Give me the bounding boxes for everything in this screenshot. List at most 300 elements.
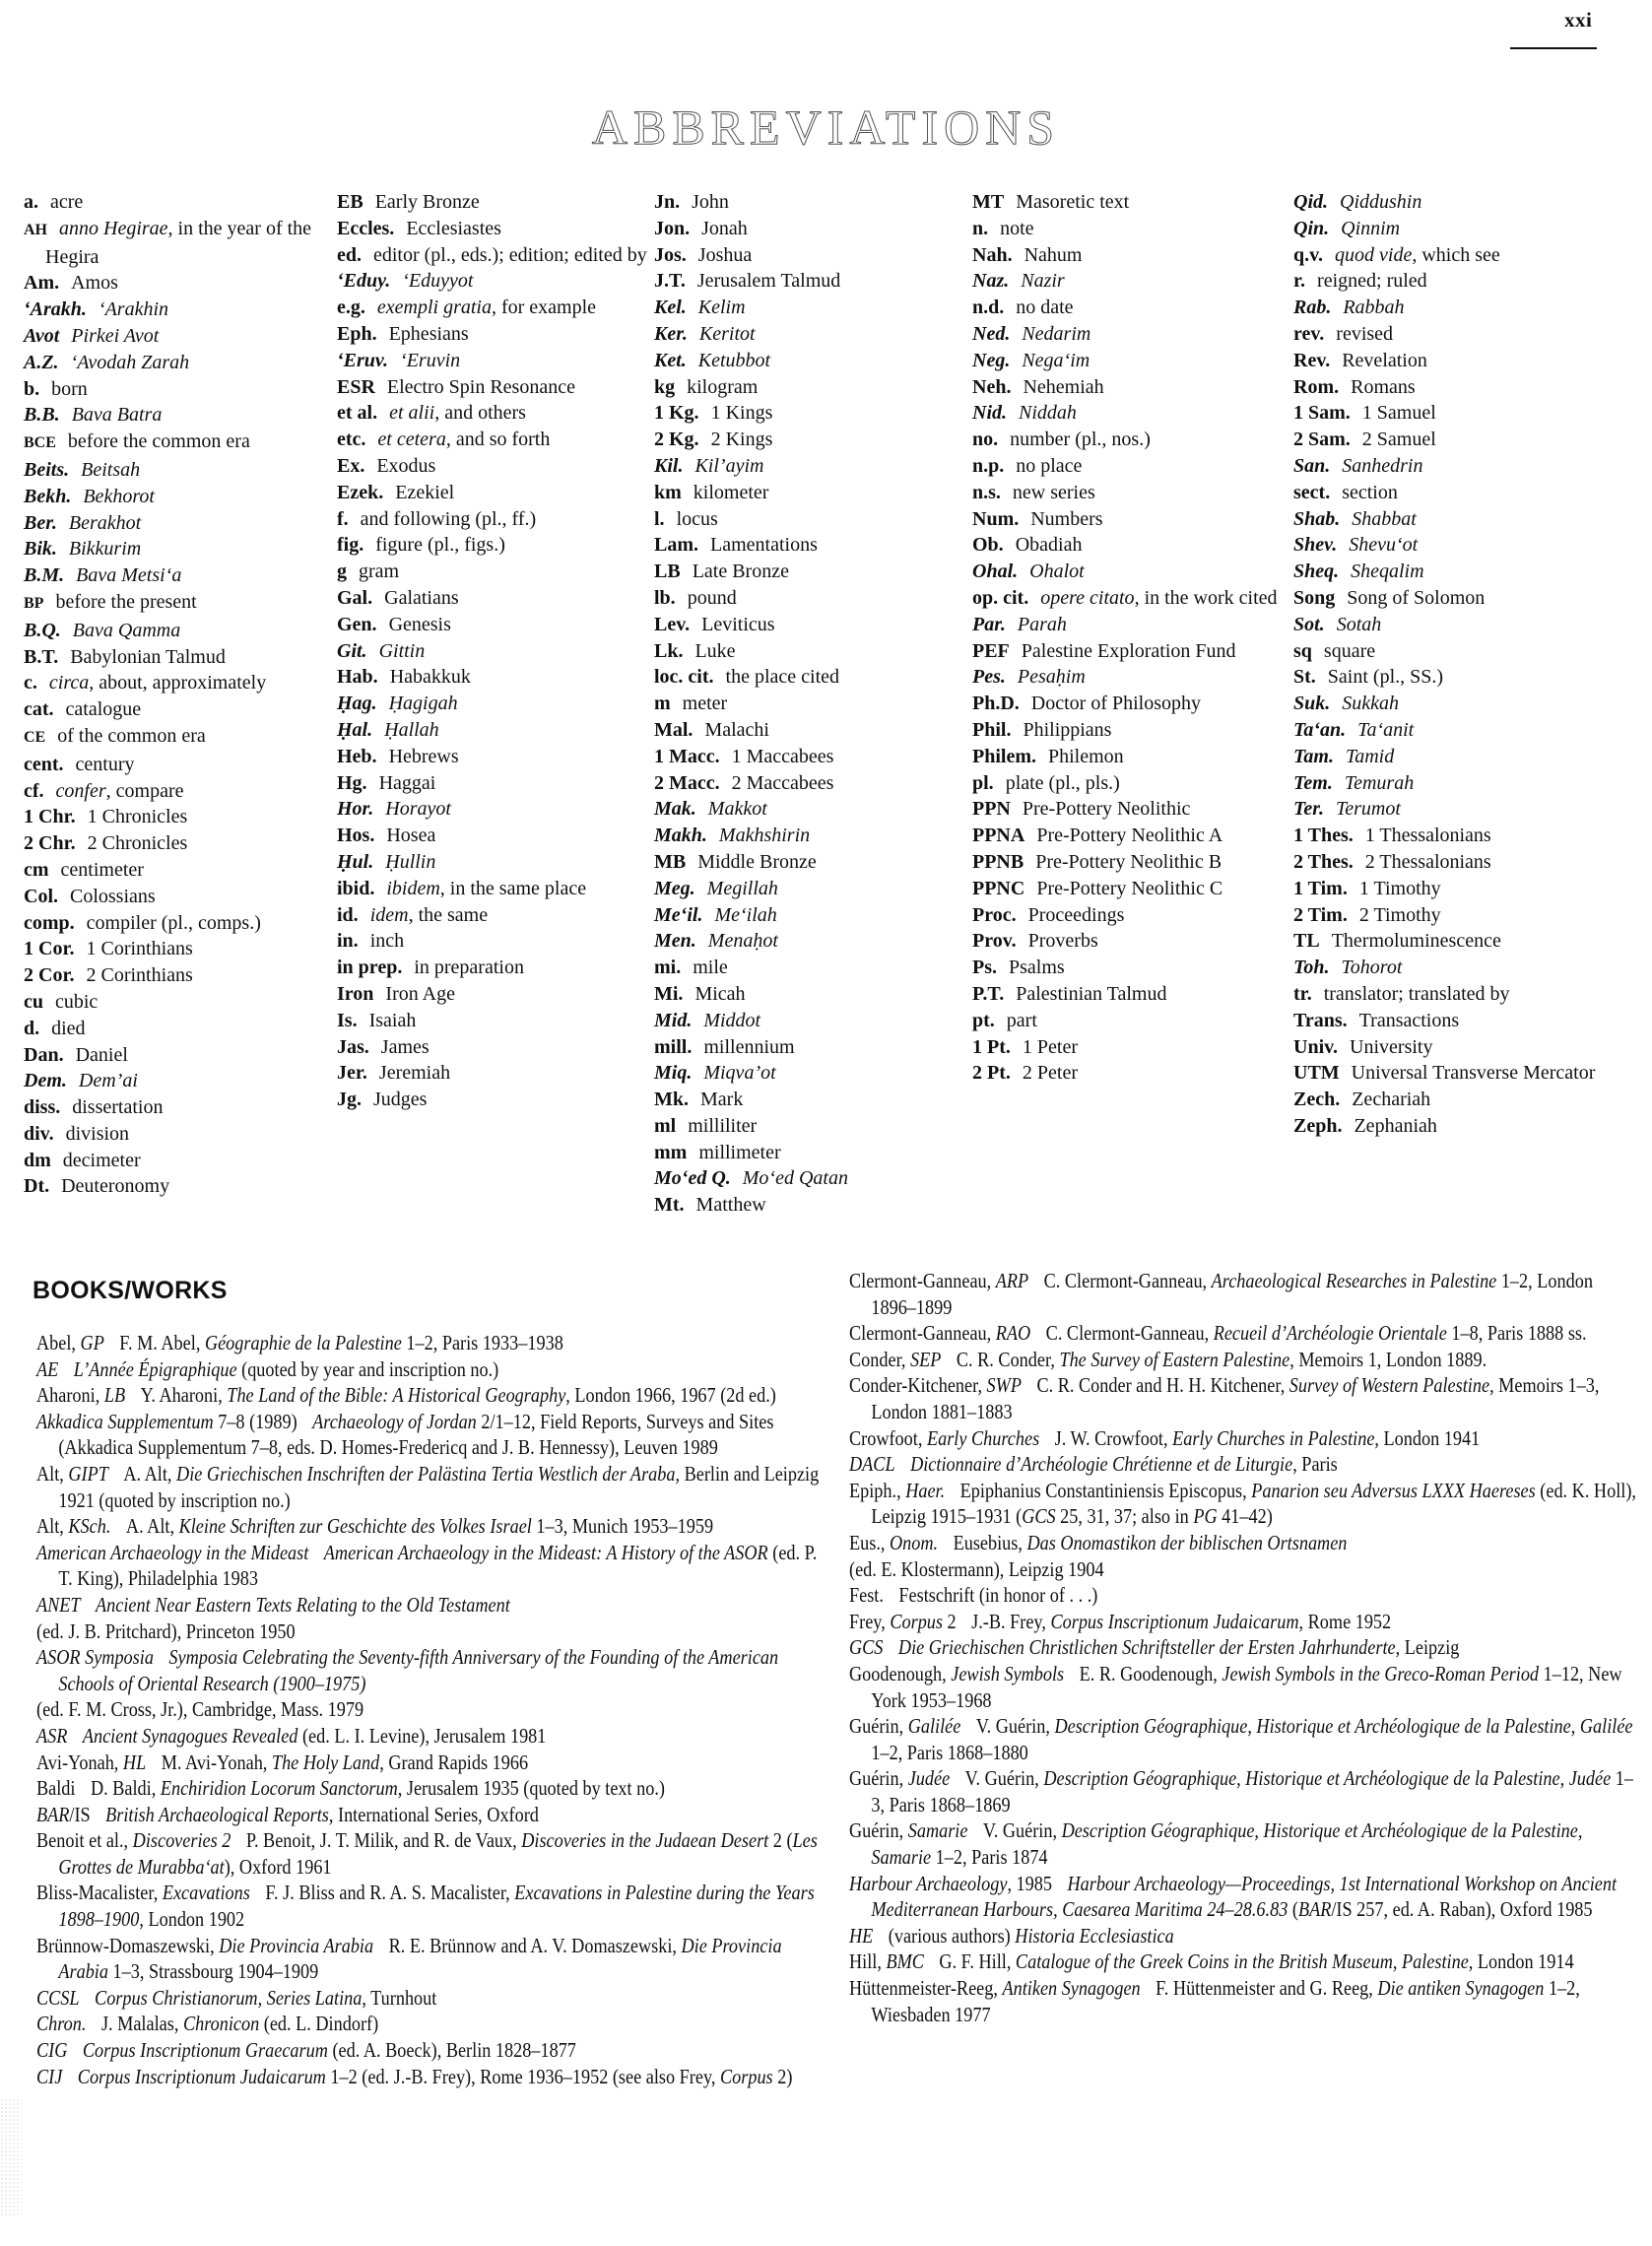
abbreviation-definition: mile bbox=[693, 957, 728, 979]
abbreviation-definition: 2 Timothy bbox=[1358, 903, 1441, 926]
abbreviation-term: Hg. bbox=[337, 771, 367, 794]
bibliography-text: 2 bbox=[943, 1609, 957, 1633]
abbreviation-entry bbox=[654, 612, 969, 638]
abbreviation-term: Lev. bbox=[654, 613, 691, 635]
abbreviation-term: Ḥag. bbox=[337, 693, 377, 715]
abbreviation-definition: 2 Corinthians bbox=[86, 964, 193, 987]
abbreviation-column-5 bbox=[1293, 189, 1628, 1140]
abbreviation-definition: 2 Maccabees bbox=[731, 771, 834, 794]
abbreviation-definition: Sukkah bbox=[1342, 693, 1400, 715]
abbreviation-entry bbox=[1293, 770, 1628, 797]
abbreviation-definition: Kelim bbox=[697, 297, 746, 319]
abbreviation-entry bbox=[24, 752, 334, 778]
bibliography-text: 2) bbox=[772, 2064, 793, 2088]
bibliography-text: Jewish Symbols in the Greco-Roman Period bbox=[1222, 1661, 1540, 1685]
bibliography-entry bbox=[36, 1775, 829, 1802]
abbreviation-term: Toh. bbox=[1293, 957, 1330, 979]
abbreviation-definition: millimeter bbox=[698, 1141, 781, 1163]
abbreviation-definition: Numbers bbox=[1030, 507, 1103, 530]
abbreviation-entry bbox=[972, 955, 1289, 981]
abbreviation-term: Gen. bbox=[337, 613, 377, 635]
abbreviation-definition: 1 Chronicles bbox=[87, 806, 188, 828]
bibliography-text: M. Avi-Yonah, bbox=[161, 1750, 272, 1774]
abbreviation-entry bbox=[1293, 242, 1628, 269]
bibliography-text: Conder, bbox=[849, 1347, 911, 1371]
bibliography-text: Corpus Inscriptionum Graecarum bbox=[82, 2038, 328, 2063]
bibliography-text: ANET bbox=[36, 1592, 81, 1617]
abbreviation-term: 1 Macc. bbox=[654, 745, 720, 767]
abbreviation-definition: Shevu‘ot bbox=[1349, 534, 1419, 557]
bibliography-text: Description Géographique, Historique et Archéologique de la Palestine, Samarie bbox=[871, 1818, 1583, 1870]
bibliography-text: Corpus bbox=[719, 2064, 773, 2088]
abbreviation-entry bbox=[337, 532, 647, 559]
bibliography-text: F. M. Abel, bbox=[119, 1331, 205, 1354]
abbreviation-entry bbox=[24, 536, 334, 562]
bibliography-text: Chronicon bbox=[182, 2012, 260, 2036]
abbreviation-entry bbox=[1293, 823, 1628, 849]
abbreviation-definition: Pre-Pottery Neolithic C bbox=[1036, 877, 1223, 899]
bibliography-text: L’Année Épigraphique bbox=[73, 1356, 237, 1381]
bibliography-text: V. Guérin, bbox=[975, 1714, 1055, 1739]
bibliography-text: 1–2, Paris 1868–1880 bbox=[871, 1740, 1028, 1764]
bibliography-text: , Leipzig bbox=[1395, 1635, 1460, 1660]
abbreviation-definition: before the common era bbox=[67, 430, 250, 453]
bibliography-entry bbox=[36, 1356, 829, 1383]
abbreviation-definition: Megillah bbox=[706, 877, 778, 899]
abbreviation-entry bbox=[337, 770, 647, 797]
abbreviation-entry bbox=[1293, 717, 1628, 744]
abbreviation-term: Shab. bbox=[1293, 507, 1341, 530]
bibliography-text: Guérin, bbox=[849, 1714, 908, 1739]
abbreviation-entry bbox=[654, 506, 969, 533]
abbreviation-term: Trans. bbox=[1293, 1009, 1348, 1031]
abbreviation-term: Pes. bbox=[972, 666, 1006, 689]
bibliography-text: Die Griechischen Christlichen Schriftsteller der Ersten Jahrhunderte bbox=[897, 1635, 1396, 1660]
abbreviation-entry bbox=[654, 638, 969, 665]
abbreviation-definition: before the present bbox=[55, 590, 197, 613]
abbreviation-definition: Gittin bbox=[378, 639, 426, 662]
abbreviation-term: ‘Eduy. bbox=[337, 270, 391, 293]
abbreviation-entry bbox=[24, 1148, 334, 1174]
abbreviation-definition: Bava Batra bbox=[71, 404, 163, 427]
abbreviation-term: Mk. bbox=[654, 1089, 689, 1111]
abbreviation-entry bbox=[654, 374, 969, 401]
abbreviation-definition: Nedarim bbox=[1022, 322, 1091, 345]
abbreviation-entry bbox=[1293, 849, 1628, 876]
bibliography-text: Jewish Symbols bbox=[951, 1661, 1065, 1685]
books-column-right bbox=[849, 1268, 1642, 2027]
bibliography-text: Die antiken Synagogen bbox=[1377, 1976, 1545, 2001]
abbreviation-definition: et cetera bbox=[377, 429, 446, 451]
abbreviation-term: r. bbox=[1293, 270, 1306, 293]
abbreviation-entry bbox=[24, 189, 334, 216]
abbreviation-term: Sot. bbox=[1293, 613, 1325, 635]
bibliography-text: Akkadica Supplementum bbox=[36, 1409, 214, 1433]
abbreviation-term: Git. bbox=[337, 639, 367, 662]
abbreviation-entry bbox=[654, 744, 969, 770]
abbreviation-definition: the place cited bbox=[725, 666, 840, 689]
bibliography-text: DACL bbox=[849, 1452, 895, 1477]
abbreviation-column-4 bbox=[972, 189, 1289, 1087]
abbreviation-term: 2 Sam. bbox=[1293, 429, 1351, 451]
abbreviation-term: PPN bbox=[972, 798, 1011, 821]
abbreviation-definition: milliliter bbox=[688, 1114, 758, 1137]
abbreviation-term: g bbox=[337, 561, 347, 583]
abbreviation-definition: Babylonian Talmud bbox=[70, 645, 226, 668]
abbreviation-entry bbox=[337, 612, 647, 638]
abbreviation-definition: 1 Thessalonians bbox=[1364, 825, 1491, 847]
bibliography-text: CIG bbox=[36, 2038, 68, 2063]
abbreviation-definition: Jerusalem Talmud bbox=[696, 270, 841, 293]
abbreviation-entry bbox=[24, 1121, 334, 1148]
abbreviation-entry bbox=[654, 1192, 969, 1219]
abbreviation-term: 2 Cor. bbox=[24, 964, 75, 987]
bibliography-text: (various authors) bbox=[888, 1923, 1016, 1948]
abbreviation-term: Ḥul. bbox=[337, 850, 374, 873]
bibliography-text: Haer. bbox=[905, 1478, 946, 1502]
abbreviation-term: Ta‘an. bbox=[1293, 718, 1347, 741]
abbreviation-entry bbox=[972, 638, 1289, 665]
abbreviation-term: tr. bbox=[1293, 982, 1312, 1005]
bibliography-text: Samarie bbox=[907, 1818, 968, 1843]
abbreviation-definition: circa bbox=[48, 672, 90, 694]
bibliography-text: A. Alt, bbox=[123, 1461, 177, 1486]
abbreviation-definition: Matthew bbox=[695, 1194, 766, 1217]
abbreviation-term: cm bbox=[24, 858, 49, 881]
abbreviation-term: l. bbox=[654, 507, 665, 530]
bibliography-text: (quoted by year and inscription no.) bbox=[236, 1356, 499, 1381]
abbreviation-term: Jas. bbox=[337, 1035, 369, 1058]
abbreviation-definition: Qiddushin bbox=[1340, 191, 1422, 213]
abbreviation-entry bbox=[1293, 612, 1628, 638]
abbreviation-term: Shev. bbox=[1293, 534, 1338, 557]
abbreviation-term: c. bbox=[24, 672, 37, 694]
abbreviation-definition: Bekhorot bbox=[83, 485, 155, 507]
abbreviation-term: MT bbox=[972, 191, 1005, 213]
abbreviation-definition: 2 Peter bbox=[1022, 1062, 1078, 1085]
abbreviation-column-2 bbox=[337, 189, 647, 1113]
abbreviation-definition: Universal Transverse Mercator bbox=[1351, 1062, 1596, 1085]
abbreviation-definition: Makkot bbox=[707, 798, 767, 821]
abbreviation-definition: locus bbox=[676, 507, 718, 530]
abbreviation-term: BP bbox=[24, 594, 44, 612]
bibliography-text: J.-B. Frey, bbox=[971, 1609, 1051, 1633]
books-column-left bbox=[36, 1330, 829, 2089]
abbreviation-entry bbox=[337, 400, 647, 427]
abbreviation-term: n.s. bbox=[972, 481, 1001, 503]
abbreviation-entry bbox=[1293, 532, 1628, 559]
abbreviation-definition: Pre-Pottery Neolithic B bbox=[1035, 850, 1222, 873]
abbreviation-entry bbox=[337, 268, 647, 295]
bibliography-text: 1–8, Paris 1888 ss. bbox=[1446, 1321, 1587, 1346]
bibliography-text: 7–8 (1989) bbox=[213, 1409, 297, 1433]
abbreviation-definition: in preparation bbox=[414, 957, 524, 979]
abbreviation-entry bbox=[1293, 506, 1628, 533]
abbreviation-entry bbox=[1293, 1113, 1628, 1140]
bibliography-text: Eusebius, bbox=[953, 1530, 1027, 1554]
abbreviation-entry bbox=[24, 804, 334, 830]
abbreviation-term: Men. bbox=[654, 930, 696, 953]
abbreviation-definition: Habakkuk bbox=[389, 666, 471, 689]
bibliography-entry bbox=[849, 1765, 1642, 1817]
abbreviation-entry bbox=[1293, 453, 1628, 480]
abbreviation-entry bbox=[337, 981, 647, 1008]
bibliography-text: Panarion seu Adversus LXXX Haereses bbox=[1251, 1478, 1536, 1502]
abbreviation-entry bbox=[24, 457, 334, 484]
abbreviation-term: cf. bbox=[24, 779, 44, 802]
abbreviation-entry bbox=[1293, 902, 1628, 929]
abbreviation-definition: part bbox=[1006, 1009, 1037, 1031]
abbreviation-term: Phil. bbox=[972, 718, 1012, 741]
abbreviation-definition: Tohorot bbox=[1341, 957, 1403, 979]
abbreviation-entry bbox=[24, 323, 334, 350]
abbreviation-term: etc. bbox=[337, 429, 366, 451]
abbreviation-definition: Shabbat bbox=[1352, 507, 1417, 530]
bibliography-text: Hüttenmeister-Reeg, bbox=[849, 1976, 1003, 2001]
abbreviation-definition: Lamentations bbox=[710, 534, 818, 557]
abbreviation-definition: anno Hegirae bbox=[59, 217, 168, 239]
abbreviation-entry bbox=[1293, 664, 1628, 691]
abbreviation-term: ml bbox=[654, 1114, 677, 1137]
abbreviation-term: Lk. bbox=[654, 639, 684, 662]
abbreviation-entry bbox=[337, 638, 647, 665]
abbreviation-term: Gal. bbox=[337, 586, 373, 609]
abbreviation-entry bbox=[972, 1060, 1289, 1087]
abbreviation-entry bbox=[654, 1034, 969, 1061]
abbreviation-definition: Leviticus bbox=[701, 613, 775, 635]
abbreviation-entry bbox=[654, 955, 969, 981]
abbreviation-term: St. bbox=[1293, 666, 1316, 689]
abbreviation-term: Neg. bbox=[972, 349, 1011, 371]
bibliography-entry bbox=[36, 1592, 829, 1618]
abbreviation-entry bbox=[24, 270, 334, 297]
abbreviation-term: Dem. bbox=[24, 1070, 67, 1092]
abbreviation-term: ed. bbox=[337, 243, 362, 266]
bibliography-text: Das Onomastikon der biblischen Ortsnamen bbox=[1026, 1530, 1348, 1554]
abbreviation-term: PPNC bbox=[972, 877, 1025, 899]
abbreviation-term: Mt. bbox=[654, 1194, 685, 1217]
abbreviation-definition: Transactions bbox=[1358, 1009, 1460, 1031]
abbreviation-term: lb. bbox=[654, 586, 676, 609]
abbreviation-entry bbox=[972, 585, 1289, 612]
abbreviation-term: Proc. bbox=[972, 903, 1017, 926]
abbreviation-entry bbox=[654, 348, 969, 374]
abbreviation-term: Jer. bbox=[337, 1062, 367, 1085]
bibliography-text: 2/1–12, Field Reports, Surveys and Sites (Akkadica Supplementum 7–8, eds. D. Homes-Fredericq and J. B. Hennessy), Leuven 1989 bbox=[58, 1409, 774, 1460]
abbreviation-entry bbox=[654, 453, 969, 480]
abbreviation-term: Is. bbox=[337, 1009, 358, 1031]
abbreviation-entry bbox=[337, 796, 647, 823]
abbreviation-definition: translator; translated by bbox=[1323, 982, 1510, 1005]
abbreviation-definition: Zechariah bbox=[1352, 1089, 1431, 1111]
abbreviation-entry bbox=[1293, 374, 1628, 401]
abbreviation-term: rev. bbox=[1293, 322, 1325, 345]
abbreviation-term: d. bbox=[24, 1017, 40, 1039]
bibliography-entry bbox=[849, 1451, 1642, 1478]
abbreviation-entry bbox=[1293, 480, 1628, 506]
abbreviation-term: ibid. bbox=[337, 877, 375, 899]
abbreviation-definition: Saint (pl., SS.) bbox=[1327, 666, 1444, 689]
abbreviation-entry bbox=[972, 691, 1289, 717]
bibliography-text: 1–2, London 1896–1899 bbox=[871, 1269, 1593, 1319]
abbreviation-term: a. bbox=[24, 191, 38, 213]
page-number: xxi bbox=[1564, 8, 1593, 32]
abbreviation-definition: died bbox=[51, 1017, 86, 1039]
abbreviation-term: Mo‘ed Q. bbox=[654, 1167, 731, 1190]
bibliography-text: , International Series, Oxford bbox=[328, 1802, 539, 1826]
abbreviation-definition: of the common era bbox=[57, 724, 206, 747]
abbreviation-term: Ker. bbox=[654, 322, 688, 345]
bibliography-text: , Rome 1952 bbox=[1298, 1609, 1392, 1633]
abbreviation-term: MB bbox=[654, 850, 687, 873]
abbreviation-term: Ter. bbox=[1293, 798, 1324, 821]
bibliography-text: A. Alt, bbox=[125, 1514, 179, 1539]
abbreviation-term: pt. bbox=[972, 1009, 995, 1031]
bibliography-text: , London 1941 bbox=[1374, 1425, 1481, 1450]
bibliography-text: Corpus Inscriptionum Judaicarum bbox=[1050, 1609, 1299, 1633]
abbreviation-definition: Ḥallah bbox=[384, 718, 439, 741]
abbreviation-entry bbox=[24, 884, 334, 910]
abbreviation-entry bbox=[24, 216, 334, 271]
bibliography-text: Goodenough, bbox=[849, 1661, 952, 1685]
bibliography-text: 1–3, Munich 1953–1959 bbox=[531, 1514, 714, 1539]
abbreviation-entry bbox=[972, 189, 1289, 216]
bibliography-text: Benoit et al., bbox=[36, 1828, 133, 1853]
abbreviation-definition: , the same bbox=[408, 903, 489, 926]
abbreviation-definition: no date bbox=[1016, 297, 1074, 319]
abbreviation-entry bbox=[337, 1087, 647, 1113]
abbreviation-definition: Philippians bbox=[1023, 718, 1112, 741]
abbreviation-definition: Jonah bbox=[701, 217, 748, 239]
bibliography-entry bbox=[849, 1871, 1642, 1923]
bibliography-text: American Archaeology in the Mideast bbox=[36, 1540, 309, 1564]
abbreviation-definition: decimeter bbox=[62, 1149, 141, 1171]
bibliography-text: Abel, bbox=[36, 1331, 81, 1354]
abbreviation-entry bbox=[337, 1034, 647, 1061]
bibliography-text: British Archaeological Reports bbox=[105, 1802, 329, 1826]
abbreviation-definition: 2 Thessalonians bbox=[1364, 850, 1491, 873]
abbreviation-term: id. bbox=[337, 903, 359, 926]
bibliography-text: Ancient Near Eastern Texts Relating to the Old Testament bbox=[96, 1592, 510, 1617]
bibliography-text: Clermont-Ganneau, bbox=[849, 1269, 996, 1292]
bibliography-text: Crowfoot, bbox=[849, 1425, 927, 1450]
bibliography-entry bbox=[849, 1347, 1642, 1373]
bibliography-text: Die Griechischen Inschriften der Palästina Tertia Westlich der Araba bbox=[176, 1461, 676, 1486]
abbreviation-term: Mid. bbox=[654, 1009, 693, 1031]
abbreviation-entry bbox=[972, 876, 1289, 902]
bibliography-text: Conder-Kitchener, bbox=[849, 1373, 987, 1398]
bibliography-text: HE bbox=[849, 1923, 874, 1948]
bibliography-entry bbox=[849, 1949, 1642, 1975]
abbreviation-entry bbox=[24, 696, 334, 723]
bibliography-text: Guérin, bbox=[849, 1818, 908, 1843]
abbreviation-entry bbox=[1293, 268, 1628, 295]
bibliography-text: (ed. A. Boeck), Berlin 1828–1877 bbox=[327, 2038, 576, 2063]
abbreviation-definition: ‘Arakhin bbox=[98, 298, 168, 321]
abbreviation-definition: dissertation bbox=[72, 1096, 164, 1119]
abbreviation-term: cent. bbox=[24, 753, 64, 775]
abbreviation-definition: John bbox=[692, 191, 729, 213]
bibliography-text: (ed. J. B. Pritchard), Princeton 1950 bbox=[36, 1618, 296, 1643]
abbreviation-entry bbox=[1293, 216, 1628, 242]
bibliography-text: , Turnhout bbox=[362, 1985, 437, 2010]
abbreviation-entry bbox=[24, 910, 334, 937]
abbreviation-term: Eph. bbox=[337, 322, 377, 345]
abbreviation-entry bbox=[654, 981, 969, 1008]
abbreviation-term: Iron bbox=[337, 982, 374, 1005]
abbreviation-definition: Nega‘im bbox=[1022, 349, 1090, 371]
bibliography-text: Description Géographique, Historique et Archéologique de la Palestine, Galilée bbox=[1054, 1714, 1633, 1739]
bibliography-text: 1–3, Strassbourg 1904–1909 bbox=[107, 1959, 319, 1984]
abbreviation-term: J.T. bbox=[654, 270, 686, 293]
bibliography-entry bbox=[849, 1817, 1642, 1870]
abbreviation-entry bbox=[337, 744, 647, 770]
abbreviation-entry bbox=[24, 962, 334, 989]
abbreviation-definition: Berakhot bbox=[68, 511, 142, 534]
abbreviation-term: in prep. bbox=[337, 957, 403, 979]
abbreviation-definition: Zephaniah bbox=[1354, 1114, 1437, 1137]
abbreviation-term: Heb. bbox=[337, 745, 377, 767]
abbreviation-entry bbox=[972, 242, 1289, 269]
abbreviation-entry bbox=[24, 723, 334, 752]
abbreviation-entry bbox=[654, 216, 969, 242]
bibliography-entry bbox=[36, 2037, 829, 2064]
abbreviation-entry bbox=[24, 1173, 334, 1200]
abbreviation-definition: inch bbox=[369, 930, 405, 953]
abbreviation-entry bbox=[972, 427, 1289, 453]
abbreviation-term: 1 Thes. bbox=[1293, 825, 1354, 847]
bibliography-text: The Holy Land bbox=[271, 1750, 380, 1774]
abbreviation-entry bbox=[337, 1060, 647, 1087]
bibliography-entry bbox=[36, 1618, 829, 1645]
abbreviation-term: Rab. bbox=[1293, 297, 1332, 319]
bibliography-text: Avi-Yonah, bbox=[36, 1750, 123, 1774]
abbreviation-term: ‘Arakh. bbox=[24, 298, 87, 321]
abbreviation-definition: Masoretic text bbox=[1016, 191, 1130, 213]
bibliography-text: GCS bbox=[1022, 1504, 1056, 1529]
bibliography-entry bbox=[36, 1696, 829, 1723]
abbreviation-term: 1 Pt. bbox=[972, 1035, 1011, 1058]
abbreviation-entry bbox=[972, 506, 1289, 533]
bibliography-text: Discoveries in the Judaean Desert bbox=[521, 1828, 769, 1853]
abbreviation-entry bbox=[24, 857, 334, 884]
abbreviation-entry bbox=[1293, 796, 1628, 823]
abbreviation-term: div. bbox=[24, 1122, 54, 1145]
abbreviation-entry bbox=[24, 1016, 334, 1042]
abbreviation-term: Jg. bbox=[337, 1089, 362, 1111]
bibliography-text: LB bbox=[103, 1383, 126, 1408]
abbreviation-definition: Early Bronze bbox=[374, 191, 480, 213]
abbreviation-entry bbox=[654, 1140, 969, 1166]
abbreviation-entry bbox=[1293, 348, 1628, 374]
bibliography-text: Les Grottes de Murabba‘at bbox=[58, 1828, 818, 1879]
abbreviation-definition: century bbox=[75, 753, 135, 775]
abbreviation-term: op. cit. bbox=[972, 586, 1029, 609]
abbreviation-term: Num. bbox=[972, 507, 1020, 530]
bibliography-text: Catalogue of the Greek Coins in the British Museum, Palestine bbox=[1015, 1949, 1469, 1974]
bibliography-text: Alt, bbox=[36, 1461, 69, 1486]
abbreviation-entry bbox=[24, 1042, 334, 1069]
abbreviation-term: Jon. bbox=[654, 217, 691, 239]
abbreviation-entry bbox=[24, 1068, 334, 1094]
bibliography-text: Corpus bbox=[890, 1609, 944, 1633]
abbreviation-term: B.M. bbox=[24, 564, 65, 587]
abbreviation-definition: Nehemiah bbox=[1023, 375, 1104, 398]
abbreviation-entry bbox=[24, 510, 334, 537]
abbreviation-entry bbox=[1293, 1034, 1628, 1061]
abbreviation-definition: Philemon bbox=[1048, 745, 1124, 767]
abbreviation-entry bbox=[654, 400, 969, 427]
